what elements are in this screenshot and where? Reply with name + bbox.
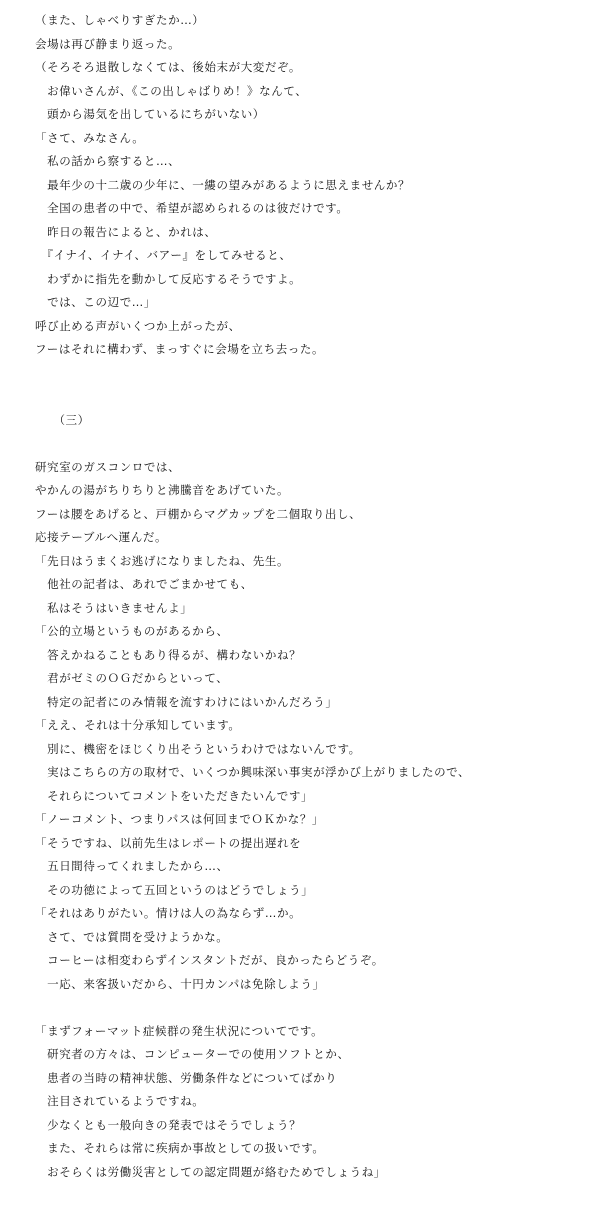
text-line: （そろそろ退散しなくては、後始末が大変だぞ。 (35, 60, 301, 74)
text-line: また、それらは常に疾病か事故としての扱いです。 (35, 1141, 325, 1155)
text-line: 研究室のガスコンロでは、 (35, 459, 181, 474)
text-line: 「ええ、それは十分承知しています。 (35, 718, 241, 732)
text-line: （また、しゃべりすぎたか…） (35, 13, 205, 27)
text-line: 「ノーコメント、つまりパスは何回までＯＫかな？」 (35, 812, 325, 826)
text-line: フーは腰をあげると、戸棚からマグカップを二個取り出し、 (35, 506, 362, 521)
text-line: やかんの湯がちりちりと沸騰音をあげていた。 (35, 483, 290, 497)
text-line: 『イナイ、イナイ、バアー』をしてみせると、 (35, 248, 292, 262)
text-line: 頭から湯気を出しているにちがいない） (35, 107, 265, 121)
text-line: 「公的立場というものがあるから、 (35, 624, 229, 638)
text-line: 最年少の十二歳の少年に、一縷の望みがあるように思えませんか？ (35, 177, 411, 192)
text-line: 患者の当時の精神状態、労働条件などについてばかり (35, 1070, 338, 1085)
text-line: 「先日はうまくお逃げになりましたね、先生。 (35, 553, 290, 568)
text-line: 応接テーブルへ運んだ。 (35, 530, 168, 544)
text-line: 私はそうはいきませんよ」 (35, 600, 193, 615)
text-line: コーヒーは相変わらずインスタントだが、良かったらどうぞ。 (35, 953, 384, 967)
text-line: さて、では質問を受けようかな。 (35, 929, 229, 944)
text-line: 呼び止める声がいくつか上がったが、 (35, 318, 241, 333)
text-line: 答えかねることもあり得るが、構わないかね？ (35, 647, 302, 662)
text-line: 私の話から察すると…、 (35, 154, 181, 168)
text-line: 特定の記者にのみ情報を流すわけにはいかんだろう」 (35, 694, 338, 709)
text-line: 一応、来客扱いだから、十円カンパは免除しよう」 (35, 976, 325, 991)
text-line: 別に、機密をほじくり出そうというわけではないんです。 (35, 741, 361, 756)
text-line: 全国の患者の中で、希望が認められるのは彼だけです。 (35, 201, 349, 215)
text-line: わずかに指先を動かして反応するそうですよ。 (35, 271, 302, 286)
text-line: フーはそれに構わず、まっすぐに会場を立ち去った。 (35, 342, 325, 356)
text-line: おそらくは労働災害としての認定問題が絡むためでしょうね」 (35, 1164, 386, 1179)
text-line: 少なくとも一般向きの発表ではそうでしょう？ (35, 1117, 302, 1132)
text-line: 「そうですね、以前先生はレポートの提出遅れを (35, 835, 302, 850)
section-heading: （三） (35, 412, 90, 427)
text-line: 「まずフォーマット症候群の発生状況についてです。 (35, 1023, 324, 1038)
text-line: 他社の記者は、あれでごまかせても、 (35, 577, 253, 591)
text-line: その功徳によって五回というのはどうでしょう」 (35, 882, 314, 897)
text-line: お偉いさんが、《この出しゃばりめ！》なんて、 (35, 83, 308, 98)
text-line: 「さて、みなさん。 (35, 130, 145, 145)
text-line: 研究者の方々は、コンピューターでの使用ソフトとか、 (35, 1047, 350, 1061)
text-line: 君がゼミのＯＧだからといって、 (35, 671, 229, 685)
text-line: 昨日の報告によると、かれは、 (35, 224, 217, 239)
text-line: 五日間待ってくれましたから…、 (35, 859, 229, 873)
text-line: 実はこちらの方の取材で、いくつか興味深い事実が浮かび上がりましたので、 (35, 765, 471, 779)
text-line: 注目されているようですね。 (35, 1094, 205, 1108)
text-line: 会場は再び静まり返った。 (35, 36, 181, 51)
text-line: では、この辺で…」 (35, 295, 156, 309)
text-line: 「それはありがたい。情けは人の為ならず…か。 (35, 906, 302, 920)
text-line: それらについてコメントをいただきたいんです」 (35, 788, 314, 803)
